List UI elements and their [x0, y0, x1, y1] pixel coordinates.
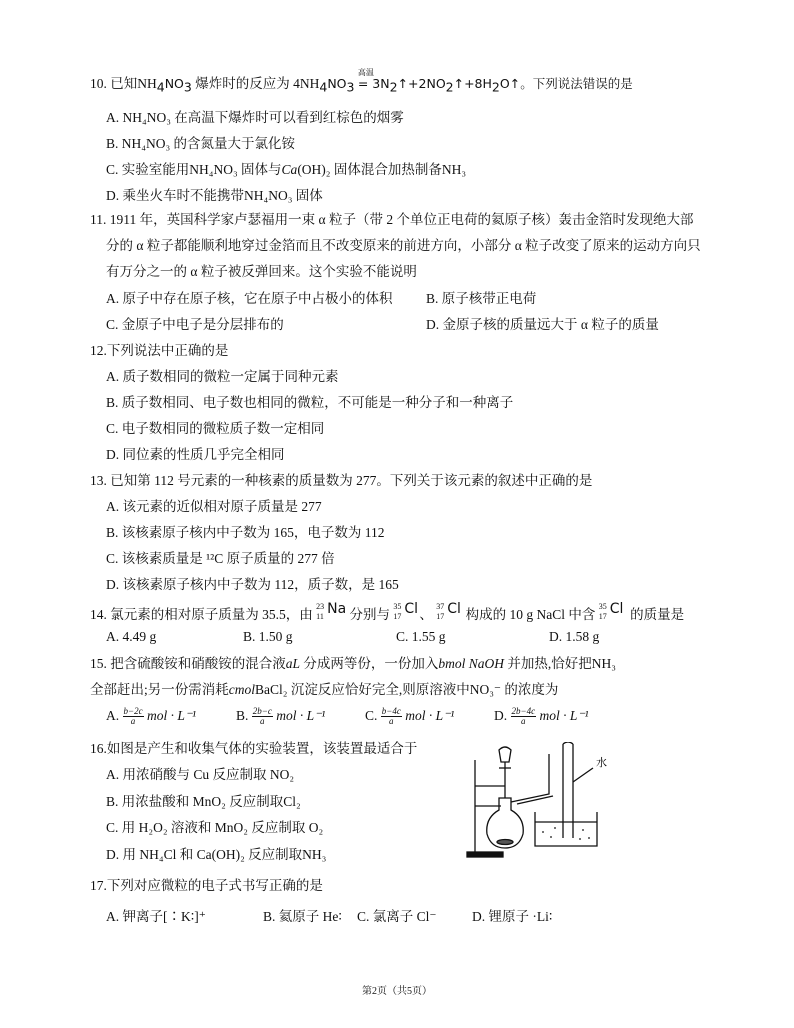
q10-stem: 10. 已知$NH_4NO_3$ 爆炸时的反应为 $4NH_4NO_3$ 高温 = $3N_2↑+2NO_2↑+8H_2O↑$。下列说法错误的是: [90, 75, 633, 97]
q13-option-c: C. 该核素质量是 ¹²C 原子质量的 277 倍: [106, 551, 335, 566]
q11-option-d: D. 金原子核的质量远大于 α 粒子的质量: [426, 317, 659, 332]
q11-option-c: C. 金原子中电子是分层排布的: [106, 317, 284, 332]
q12-option-d: D. 同位素的性质几乎完全相同: [106, 447, 285, 462]
q11-stem-line2: 分的 α 粒子都能顺利地穿过金箔而且不改变原来的前进方向，小部分 α 粒子改变了原来的运动方向只: [106, 238, 701, 253]
q12-option-c: C. 电子数相同的微粒质子数一定相同: [106, 421, 325, 436]
q16-stem: 16.如图是产生和收集气体的实验装置，该装置最适合于: [90, 741, 418, 756]
q14-option-d: D. 1.58 g: [549, 629, 600, 644]
q17-option-a: A. 钾离子[∶K∶]⁺: [106, 909, 206, 924]
q11-stem-line3: 有万分之一的 α 粒子被反弹回来。这个实验不能说明: [106, 264, 417, 279]
q10-condition: 高温: [357, 68, 374, 77]
q15-option-b: B. $\frac{2b-c}{a}$ mol · L⁻¹: [236, 706, 326, 727]
q15-option-d: D. $\frac{2b-4c}{a}$ mol · L⁻¹: [494, 706, 589, 727]
q16-option-a: A. 用浓硝酸与 Cu 反应制取 NO₂: [106, 767, 295, 782]
q10-option-c: C. 实验室能用NH₄NO₃ 固体与Ca(OH)₂ 固体混合加热制备NH₃: [106, 162, 467, 177]
page-number-footer: 第2页（共5页）: [362, 986, 432, 997]
q14-option-a: A. 4.49 g: [106, 629, 157, 644]
q14-option-b: B. 1.50 g: [243, 629, 293, 644]
q17-stem: 17.下列对应微粒的电子式书写正确的是: [90, 878, 323, 893]
q15-option-a: A. $\frac{b-2c}{a}$ mol · L⁻¹: [106, 706, 197, 727]
q11-stem-line1: 11. 1911 年，英国科学家卢瑟福用一束 α 粒子（带 2 个单位正电荷的氦原子核）轰击金箔时发现绝大部: [90, 212, 694, 227]
q16-option-d: D. 用 NH₄Cl 和 Ca(OH)₂ 反应制取NH₃: [106, 847, 327, 862]
q12-stem: 12.下列说法中正确的是: [90, 343, 229, 358]
q12-option-b: B. 质子数相同、电子数也相同的微粒，不可能是一种分子和一种离子: [106, 395, 514, 410]
q10-option-a: A. NH₄NO₃ 在高温下爆炸时可以看到红棕色的烟雾: [106, 110, 404, 125]
q14-option-c: C. 1.55 g: [396, 629, 446, 644]
q12-option-a: A. 质子数相同的微粒一定属于同种元素: [106, 369, 339, 384]
q15-stem-line1: 15. 把含硫酸铵和硝酸铵的混合液aL 分成两等份，一份加入bmol NaOH 并加热,恰好把NH₃: [90, 656, 616, 671]
q13-option-b: B. 该核素原子核内中子数为 165，电子数为 112: [106, 525, 385, 540]
water-label: 水: [596, 757, 607, 769]
q17-option-c: C. 氯离子 Cl⁻: [357, 909, 437, 924]
q16-option-c: C. 用 H₂O₂ 溶液和 MnO₂ 反应制取 O₂: [106, 820, 324, 835]
q11-option-a: A. 原子中存在原子核，它在原子中占极小的体积: [106, 291, 393, 306]
gas-apparatus-figure: [465, 742, 613, 860]
q10-option-b: B. NH₄NO₃ 的含氮量大于氯化铵: [106, 136, 296, 151]
q13-stem: 13. 已知第 112 号元素的一种核素的质量数为 277。下列关于该元素的叙述中正确的是: [90, 473, 593, 488]
q17-option-d: D. 锂原子 ·Li∶: [472, 909, 553, 924]
q13-option-d: D. 该核素原子核内中子数为 112，质子数，是 165: [106, 577, 399, 592]
q11-option-b: B. 原子核带正电荷: [426, 291, 537, 306]
q14-stem: 14. 氯元素的相对原子质量为 35.5，由 23 11 Na 分别与 35 17 Cl 、 37 17 Cl 构成的 10 g NaCl 中含 35 17 Cl 的质量是: [90, 601, 685, 622]
q15-option-c: C. $\frac{b-4c}{a}$ mol · L⁻¹: [365, 706, 455, 727]
q17-option-b: B. 氦原子 He∶: [263, 909, 342, 924]
q15-stem-line2: 全部赶出;另一份需消耗cmolBaCl₂ 沉淀反应恰好完全,则原溶液中NO₃⁻ 的浓度为: [90, 682, 559, 697]
q16-option-b: B. 用浓盐酸和 MnO₂ 反应制取Cl₂: [106, 794, 301, 809]
q13-option-a: A. 该元素的近似相对原子质量是 277: [106, 499, 322, 514]
q10-option-d: D. 乘坐火车时不能携带NH₄NO₃ 固体: [106, 188, 323, 203]
